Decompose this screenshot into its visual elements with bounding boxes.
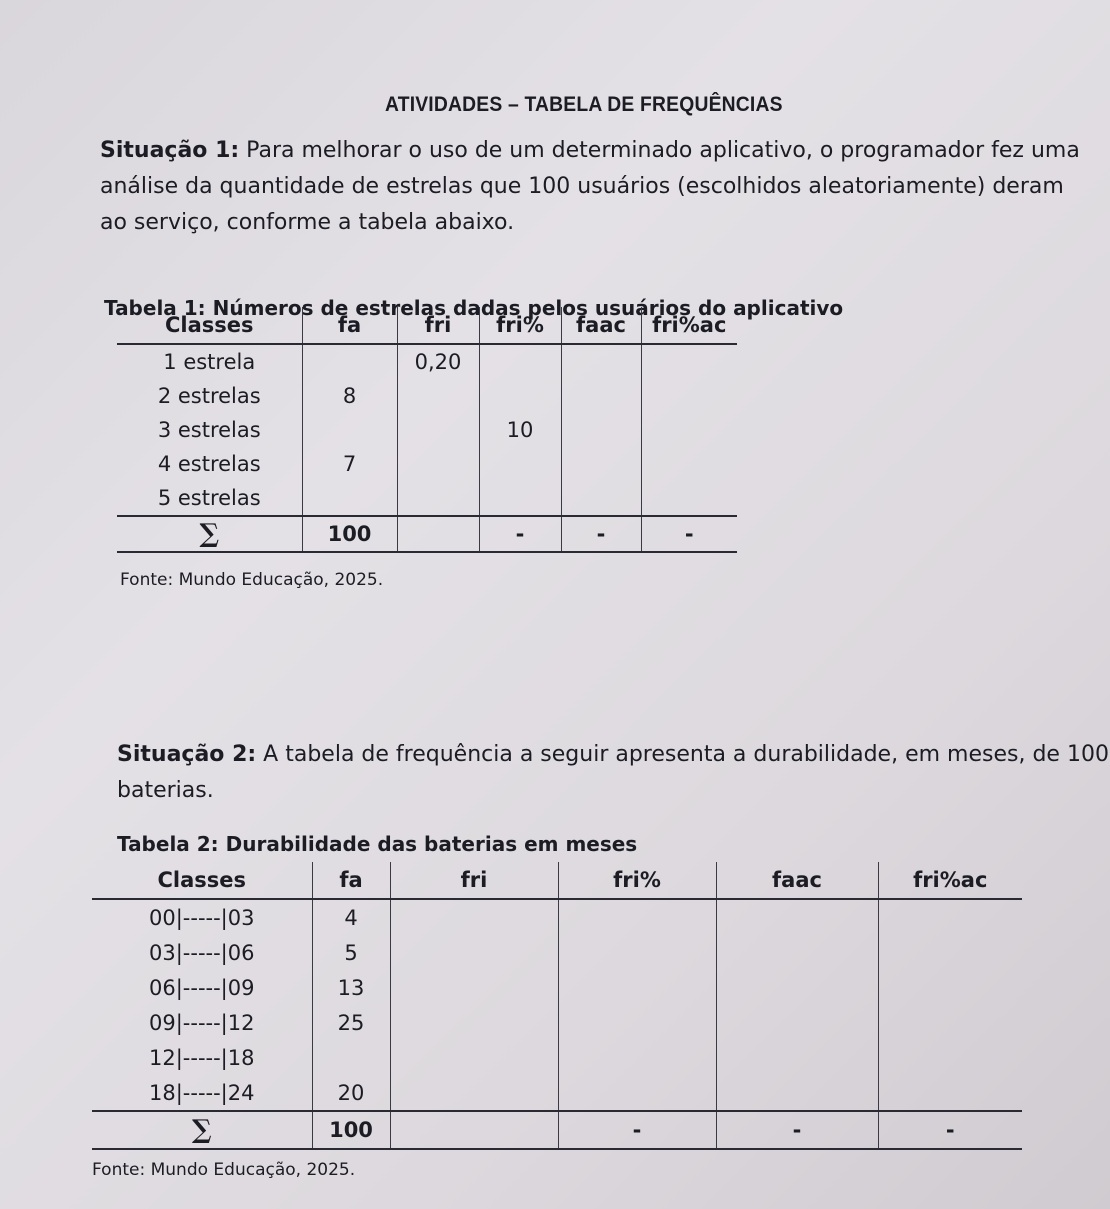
situacao-1-label: Situação 1: (100, 138, 240, 163)
header-classes: Classes (117, 307, 302, 344)
fa-cell: 7 (302, 447, 397, 481)
header-fri-percent-ac: fri%ac (641, 307, 737, 344)
class-cell: 2 estrelas (157, 384, 261, 408)
situacao-2-label: Situação 2: (117, 742, 257, 767)
fri-cell: 0,20 (397, 344, 479, 379)
page-title: ATIVIDADES – TABELA DE FREQUÊNCIAS (385, 93, 783, 116)
tabela-1-header-row (117, 307, 737, 344)
class-cell: 06|-----|09 (149, 975, 255, 1000)
header-fri-percent: fri% (558, 862, 716, 899)
sum-symbol: ∑ (117, 516, 302, 552)
fri-percent-ac-cell (878, 899, 1022, 935)
situacao-2-text (117, 737, 1109, 809)
fa-cell: 4 (312, 899, 390, 935)
sum-fri-cell (390, 1111, 558, 1149)
table-row (92, 970, 1022, 1005)
class-cell: 12|-----|18 (149, 1045, 255, 1070)
fri-cell (390, 1075, 558, 1111)
fri-percent-cell (558, 1075, 716, 1111)
fri-percent-ac-cell (641, 481, 737, 516)
class-cell: 1 estrela (163, 350, 256, 374)
fri-percent-cell (558, 970, 716, 1005)
tabela-2-source: Fonte: Mundo Educação, 2025. (92, 1160, 356, 1180)
faac-cell (561, 481, 641, 516)
class-cell: 03|-----|06 (149, 940, 255, 965)
fri-percent-cell (479, 481, 561, 516)
faac-cell (716, 1005, 878, 1040)
sum-fri-percent-cell: - (558, 1111, 716, 1149)
sum-fri-percent-cell: - (479, 516, 561, 552)
faac-cell (716, 970, 878, 1005)
situacao-2-line-1-text: A tabela de frequência a seguir apresenta a durabilidade, em meses, de 100 (256, 742, 1109, 767)
fri-percent-ac-cell (878, 1005, 1022, 1040)
sum-fa-cell: 100 (312, 1111, 390, 1149)
fri-percent-cell (558, 1005, 716, 1040)
situacao-1-line-2: análise da quantidade de estrelas que 100 usuários (escolhidos aleatoriamente) deram (100, 174, 1064, 199)
fri-cell (390, 899, 558, 935)
tabela-2 (92, 862, 1022, 1150)
sum-faac-cell: - (561, 516, 641, 552)
faac-cell (716, 1075, 878, 1111)
class-cell: 4 estrelas (157, 452, 261, 476)
fri-percent-ac-cell (878, 935, 1022, 970)
fa-cell: 13 (312, 970, 390, 1005)
sum-fri-percent-ac-cell: - (878, 1111, 1022, 1149)
tabela-1-caption: Tabela 1: Números de estrelas dadas pelos usuários do aplicativo (104, 296, 844, 320)
fri-percent-cell (479, 447, 561, 481)
header-fa: fa (312, 862, 390, 899)
fri-cell (390, 935, 558, 970)
fri-cell (390, 1040, 558, 1075)
fa-cell: 25 (312, 1005, 390, 1040)
sum-row (117, 516, 737, 552)
fri-percent-cell (479, 344, 561, 379)
fa-cell: 5 (312, 935, 390, 970)
situacao-1-text (100, 133, 1080, 241)
header-fri-percent: fri% (479, 307, 561, 344)
tabela-2-caption: Tabela 2: Durabilidade das baterias em meses (117, 832, 638, 856)
sum-row (92, 1111, 1022, 1149)
faac-cell (561, 379, 641, 413)
fri-cell (397, 481, 479, 516)
faac-cell (716, 1040, 878, 1075)
fri-percent-ac-cell (641, 379, 737, 413)
tabela-1 (117, 307, 737, 553)
header-fri: fri (397, 307, 479, 344)
faac-cell (561, 413, 641, 447)
fri-percent-ac-cell (878, 1040, 1022, 1075)
fri-percent-cell (558, 1040, 716, 1075)
fa-cell (302, 413, 397, 447)
situacao-1-line-1-text: Para melhorar o uso de um determinado aplicativo, o programador fez uma (239, 138, 1080, 163)
sum-fa-cell: 100 (302, 516, 397, 552)
sum-fri-cell (397, 516, 479, 552)
class-cell: 18|-----|24 (149, 1080, 255, 1105)
faac-cell (561, 344, 641, 379)
fa-cell: 20 (312, 1075, 390, 1111)
table-row (92, 1005, 1022, 1040)
tabela-2-header-row (92, 862, 1022, 899)
fri-percent-ac-cell (641, 344, 737, 379)
fri-cell (397, 447, 479, 481)
header-classes: Classes (92, 862, 312, 899)
table-row (92, 899, 1022, 935)
header-fa: fa (302, 307, 397, 344)
tabela-1-source: Fonte: Mundo Educação, 2025. (120, 570, 384, 590)
class-cell: 00|-----|03 (149, 905, 255, 930)
fri-percent-cell: 10 (479, 413, 561, 447)
fri-cell (390, 970, 558, 1005)
fri-percent-ac-cell (641, 413, 737, 447)
header-fri-percent-ac: fri%ac (878, 862, 1022, 899)
fri-percent-cell (558, 935, 716, 970)
faac-cell (716, 899, 878, 935)
sum-fri-percent-ac-cell: - (641, 516, 737, 552)
sum-symbol: ∑ (92, 1111, 312, 1149)
fri-cell (390, 1005, 558, 1040)
table-row (117, 447, 737, 481)
fri-cell (397, 379, 479, 413)
table-row (117, 481, 737, 516)
table-row (117, 344, 737, 379)
fri-percent-ac-cell (641, 447, 737, 481)
sum-faac-cell: - (716, 1111, 878, 1149)
table-row (117, 379, 737, 413)
class-cell: 09|-----|12 (149, 1010, 255, 1035)
header-faac: faac (716, 862, 878, 899)
header-faac: faac (561, 307, 641, 344)
fa-cell (312, 1040, 390, 1075)
faac-cell (561, 447, 641, 481)
fa-cell (302, 344, 397, 379)
fri-percent-cell (479, 379, 561, 413)
class-cell: 3 estrelas (157, 418, 261, 442)
fri-cell (397, 413, 479, 447)
table-row (117, 413, 737, 447)
fa-cell: 8 (302, 379, 397, 413)
situacao-2-line-2: baterias. (117, 778, 214, 803)
table-row (92, 935, 1022, 970)
fri-percent-ac-cell (878, 1075, 1022, 1111)
faac-cell (716, 935, 878, 970)
situacao-1-line-3: ao serviço, conforme a tabela abaixo. (100, 210, 515, 235)
situacao-1-line-1 (100, 133, 1080, 169)
class-cell: 5 estrelas (157, 486, 261, 510)
fri-percent-ac-cell (878, 970, 1022, 1005)
fri-percent-cell (558, 899, 716, 935)
fa-cell (302, 481, 397, 516)
header-fri: fri (390, 862, 558, 899)
table-row (92, 1075, 1022, 1111)
situacao-2-line-1 (117, 737, 1109, 773)
table-row (92, 1040, 1022, 1075)
